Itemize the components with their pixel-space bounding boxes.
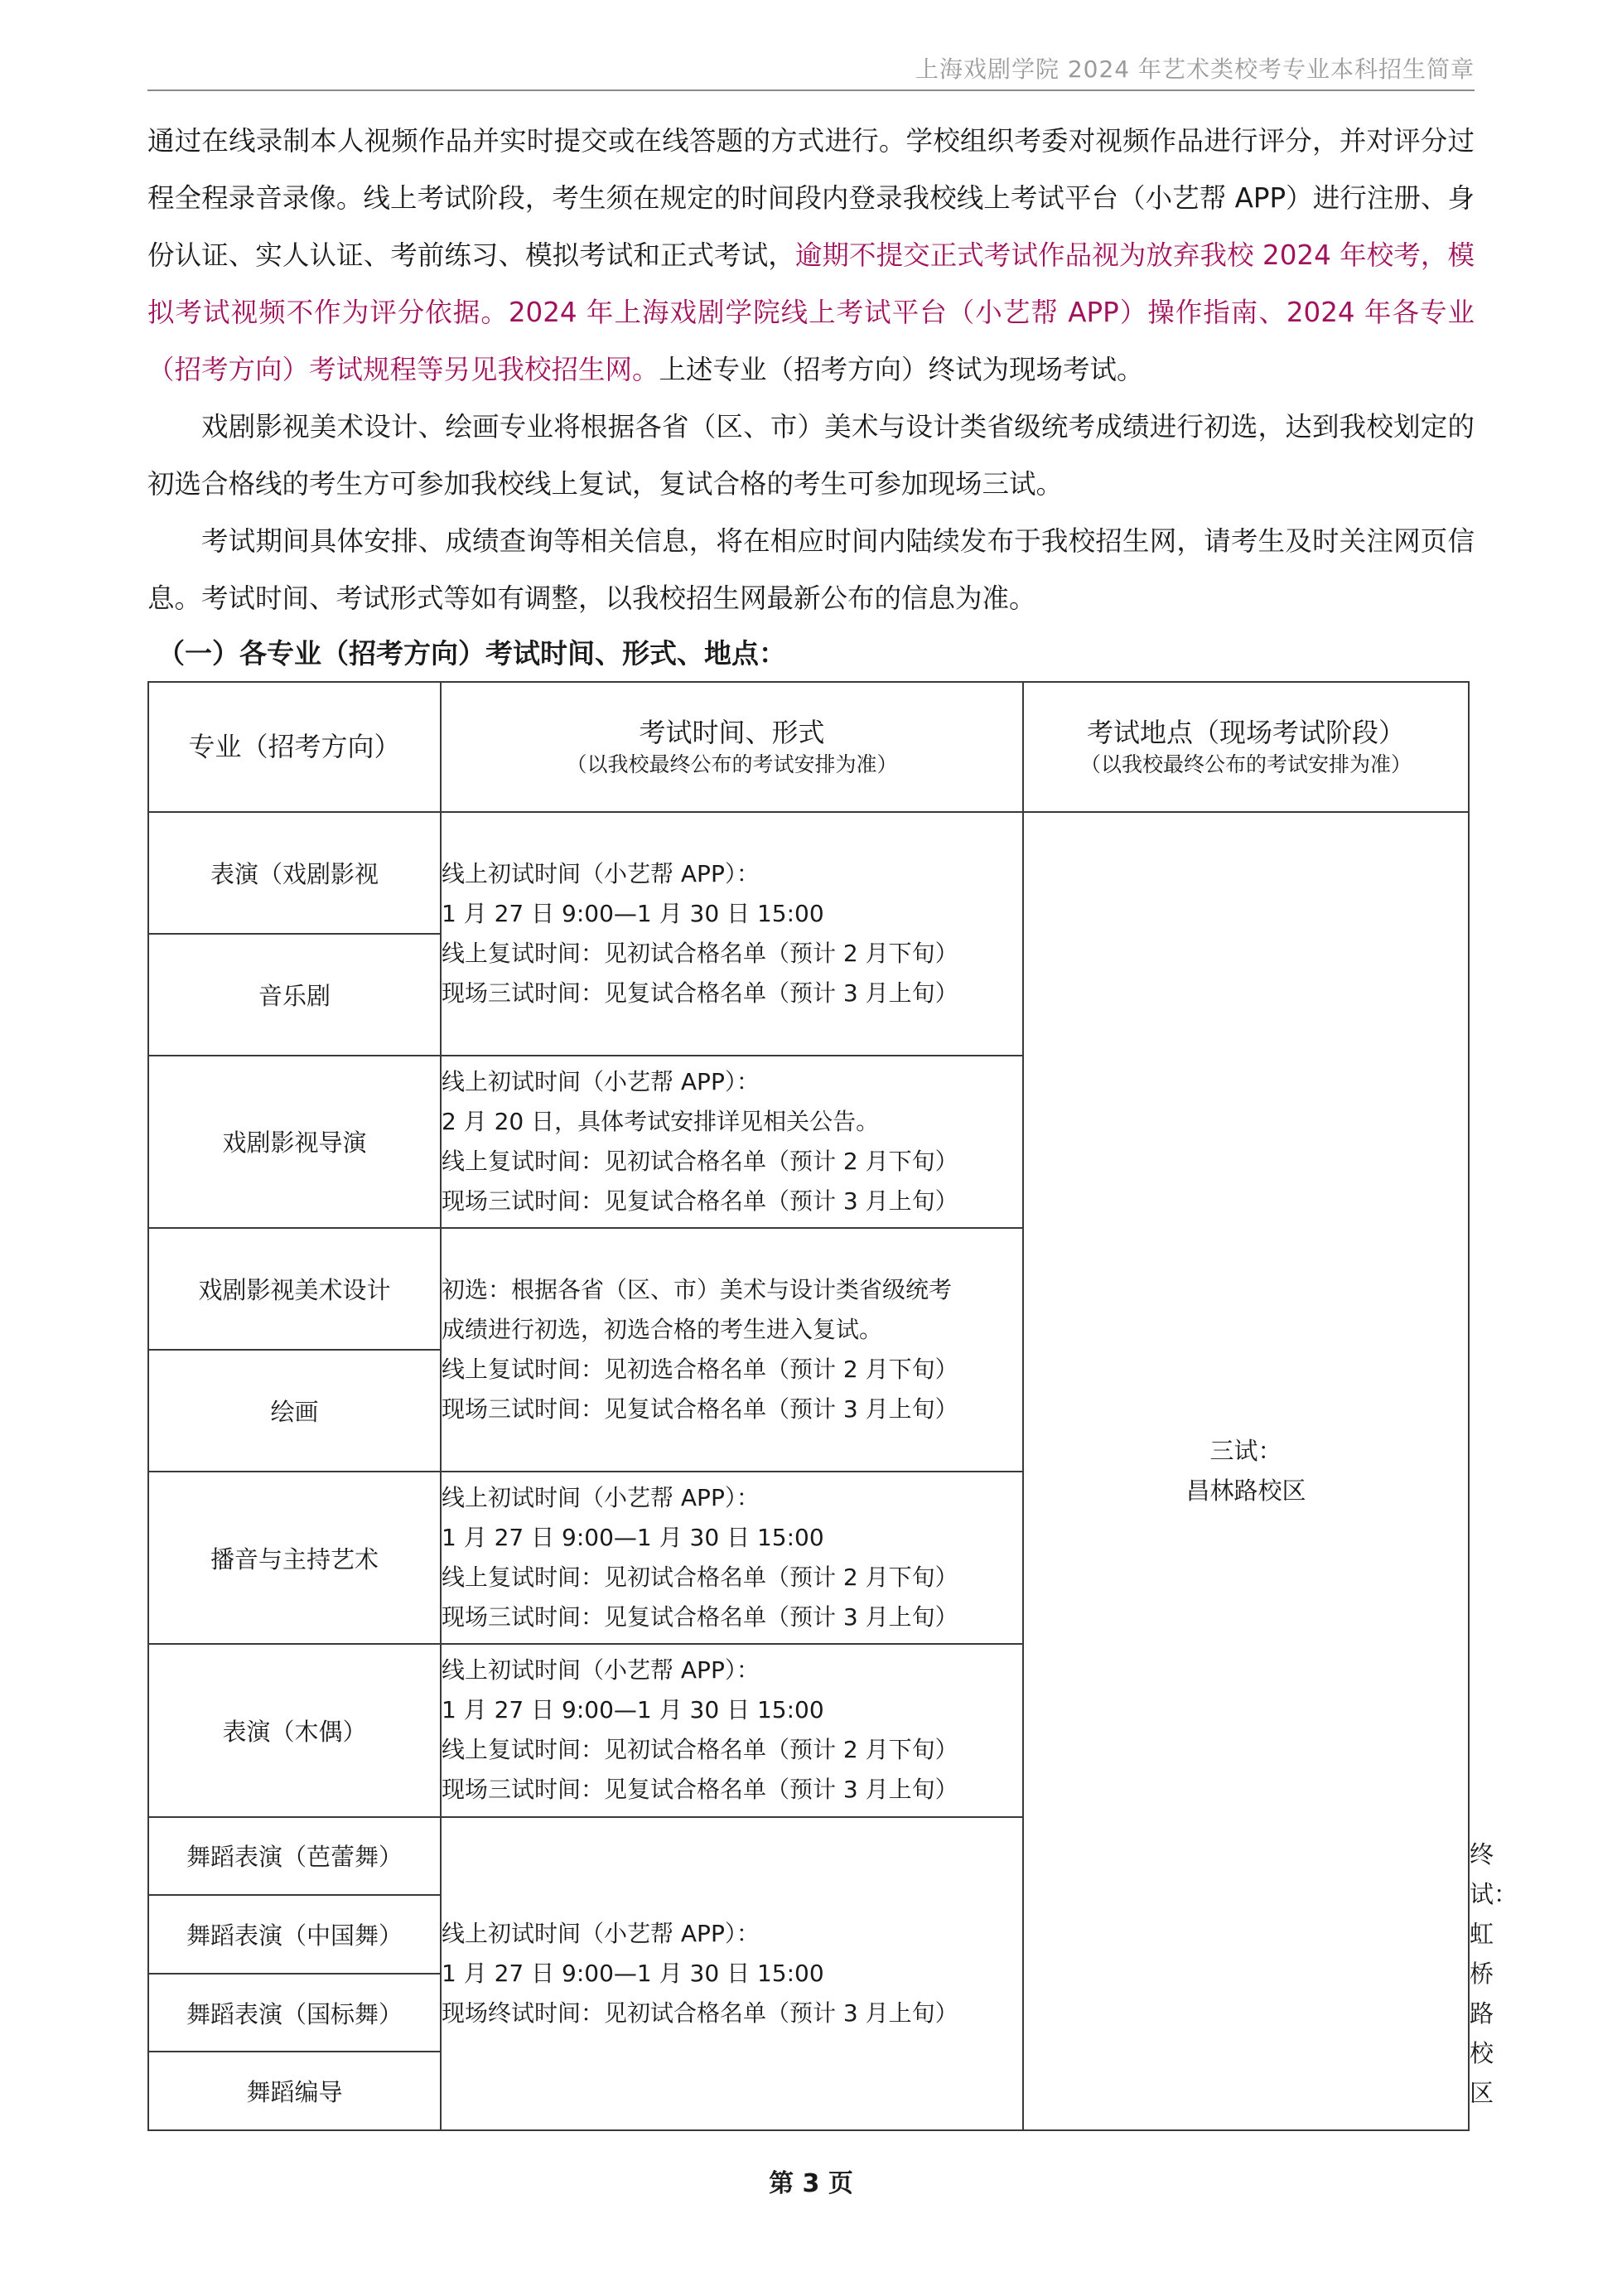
- major-cell: 舞蹈表演（中国舞）: [148, 1895, 441, 1974]
- schedule-cell: [441, 1228, 1023, 1472]
- schedule-line: 成绩进行初选，初选合格的考生进入复试。: [442, 1316, 883, 1344]
- table-header-row: [148, 682, 1469, 812]
- exam-schedule-table: [147, 681, 1518, 2131]
- schedule-line: 现场终试时间：见初试合格名单（预计 3 月上旬）: [442, 1999, 958, 2027]
- schedule-line: 现场三试时间：见复试合格名单（预计 3 月上旬）: [442, 979, 958, 1007]
- schedule-line: 2 月 20 日，具体考试安排详见相关公告。: [442, 1107, 880, 1135]
- schedule-line: 1 月 27 日 9:00—1 月 30 日 15:00: [442, 1524, 824, 1552]
- schedule-line: 1 月 27 日 9:00—1 月 30 日 15:00: [442, 1959, 824, 1987]
- section-heading: （一）各专业（招考方向）考试时间、形式、地点：: [157, 637, 786, 669]
- schedule-line: 线上复试时间：见初试合格名单（预计 2 月下旬）: [442, 1736, 958, 1764]
- header-time-note: （以我校最终公布的考试安排为准）: [566, 752, 898, 777]
- schedule-line: 现场三试时间：见复试合格名单（预计 3 月上旬）: [442, 1776, 958, 1804]
- major-cell: 戏剧影视导演: [148, 1056, 441, 1228]
- schedule-line: 线上初试时间（小艺帮 APP）：: [442, 1067, 760, 1095]
- schedule-line: 初选：根据各省（区、市）美术与设计类省级统考: [442, 1276, 953, 1304]
- schedule-line: 线上复试时间：见初试合格名单（预计 2 月下旬）: [442, 1564, 958, 1592]
- schedule-line: 线上初试时间（小艺帮 APP）：: [442, 1656, 760, 1685]
- schedule-cell: [441, 1644, 1023, 1816]
- major-cell: 舞蹈编导: [148, 2052, 441, 2130]
- schedule-cell: [441, 1472, 1023, 1644]
- table-row: 舞蹈表演（芭蕾舞） 线上初试时间（小艺帮 APP）： 1 月 27 日 9:00—1 月 30 日 15:00 现场终试时间：见初试合格名单（预计 3 月上旬） 终试： 虹桥路校区: [148, 1817, 1469, 1896]
- location-line: 三试：: [1209, 1437, 1282, 1466]
- header-major-label: 专业（招考方向）: [188, 731, 401, 763]
- major-cell: 表演（戏剧影视: [148, 812, 441, 934]
- schedule-line: 1 月 27 日 9:00—1 月 30 日 15:00: [442, 899, 824, 927]
- major-cell: 音乐剧: [148, 934, 441, 1056]
- header-location: [1023, 682, 1469, 812]
- schedule-line: 1 月 27 日 9:00—1 月 30 日 15:00: [442, 1696, 824, 1724]
- schedule-cell: [441, 1817, 1023, 2130]
- schedule-cell: [441, 812, 1023, 1056]
- schedule-cell: [441, 1056, 1023, 1228]
- body-text: [147, 113, 1475, 680]
- schedule-line: 线上初试时间（小艺帮 APP）：: [442, 1919, 760, 1947]
- header-time: [441, 682, 1023, 812]
- schedule-line: 现场三试时间：见复试合格名单（预计 3 月上旬）: [442, 1603, 958, 1631]
- schedule-line: 现场三试时间：见复试合格名单（预计 3 月上旬）: [442, 1395, 958, 1424]
- table-row: [148, 812, 1469, 934]
- paragraph-online-exam: [147, 113, 1475, 399]
- header-location-note: （以我校最终公布的考试安排为准）: [1079, 752, 1412, 777]
- paragraph-final-exam-text: 上述专业（招考方向）终试为现场考试。: [659, 354, 1144, 385]
- major-cell: 舞蹈表演（芭蕾舞）: [148, 1817, 441, 1896]
- major-cell: 表演（木偶）: [148, 1644, 441, 1816]
- schedule-line: 线上初试时间（小艺帮 APP）：: [442, 1484, 760, 1512]
- major-cell: 播音与主持艺术: [148, 1472, 441, 1644]
- schedule-line: 线上复试时间：见初选合格名单（预计 2 月下旬）: [442, 1356, 958, 1384]
- running-title: 上海戏剧学院 2024 年艺术类校考专业本科招生简章: [915, 56, 1475, 83]
- paragraph-art-preselection: 戏剧影视美术设计、绘画专业将根据各省（区、市）美术与设计类省级统考成绩进行初选，达到我校划定的初选合格线的考生方可参加我校线上复试，复试合格的考生可参加现场三试。: [147, 411, 1475, 500]
- header-time-label: 考试时间、形式: [639, 717, 825, 749]
- major-cell: 绘画: [148, 1350, 441, 1472]
- location-line: 昌林路校区: [1185, 1477, 1306, 1506]
- major-cell: 舞蹈表演（国标舞）: [148, 1974, 441, 2052]
- header-location-label: 考试地点（现场考试阶段）: [1086, 717, 1405, 749]
- page-number: 第 3 页: [769, 2169, 853, 2198]
- running-header: [147, 51, 1475, 91]
- schedule-line: 现场三试时间：见复试合格名单（预计 3 月上旬）: [442, 1187, 958, 1215]
- header-major: [148, 682, 441, 812]
- paragraph-exam-info: 考试期间具体安排、成绩查询等相关信息，将在相应时间内陆续发布于我校招生网，请考生及时关注网页信息。考试时间、考试形式等如有调整，以我校招生网最新公布的信息为准。: [147, 525, 1475, 614]
- schedule-line: 线上初试时间（小艺帮 APP）：: [442, 859, 760, 887]
- location-cell: [1023, 812, 1469, 2130]
- highlighted-notice: 逾期不提交正式考试作品视为放弃我校 2024 年校考，模拟考试视频不作为评分依据。2024 年上海戏剧学院线上考试平台（小艺帮 APP）操作指南、2024 年各专业（招考方向）考试规程等另见我校招生网。: [147, 239, 1475, 385]
- schedule-line: 线上复试时间：见初试合格名单（预计 2 月下旬）: [442, 1147, 958, 1175]
- major-cell: 戏剧影视美术设计: [148, 1228, 441, 1350]
- paragraph-online-exam-text: 通过在线录制本人视频作品并实时提交或在线答题的方式进行。学校组织考委对视频作品进行评分，并对评分过程全程录音录像。线上考试阶段，考生须在规定的时间段内登录我校线上考试平台（小艺帮 APP）进行注册、身份认证、实人认证、考前练习、模拟考试和正式考试，: [147, 125, 1475, 271]
- schedule-line: 线上复试时间：见初试合格名单（预计 2 月下旬）: [442, 939, 958, 967]
